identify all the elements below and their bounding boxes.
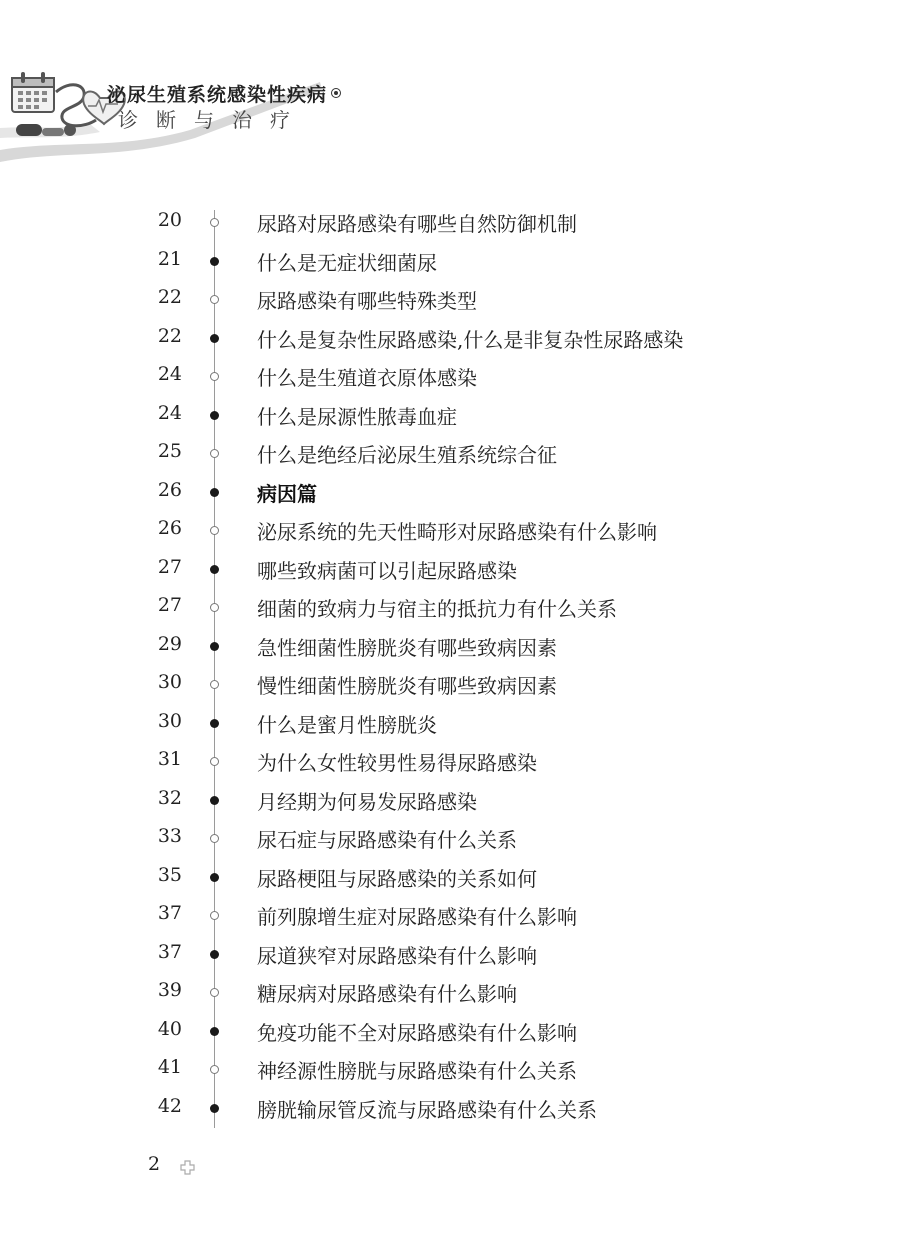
timeline-dot-hollow-icon [210, 449, 219, 458]
toc-entry-title: 尿路对尿路感染有哪些自然防御机制 [257, 212, 577, 236]
toc-page-number: 39 [157, 979, 182, 1001]
toc-entry [0, 434, 900, 473]
toc-entry [0, 665, 900, 704]
timeline-dot-hollow-icon [210, 757, 219, 766]
timeline-dot-hollow-icon [210, 911, 219, 920]
toc-entry-title: 糖尿病对尿路感染有什么影响 [257, 982, 517, 1006]
toc-entry-title: 急性细菌性膀胱炎有哪些致病因素 [257, 635, 557, 660]
toc-page-number: 26 [157, 517, 182, 539]
toc-section-heading: 病因篇 [257, 481, 317, 506]
timeline-dot-filled-icon [210, 796, 219, 805]
toc-page-number: 30 [157, 709, 182, 732]
toc-entry-title: 慢性细菌性膀胱炎有哪些致病因素 [257, 674, 557, 698]
toc-page-number: 37 [157, 940, 182, 963]
toc-page-number: 32 [157, 786, 182, 809]
toc-entry-title: 免疫功能不全对尿路感染有什么影响 [257, 1020, 577, 1045]
toc-page-number: 30 [157, 671, 182, 693]
toc-entry-title: 尿路梗阻与尿路感染的关系如何 [257, 866, 537, 891]
toc-entry-title: 尿道狭窄对尿路感染有什么影响 [257, 943, 537, 968]
toc-entry-title: 什么是生殖道衣原体感染 [257, 366, 477, 390]
toc-entry-title: 前列腺增生症对尿路感染有什么影响 [257, 905, 577, 929]
toc-entry-title: 月经期为何易发尿路感染 [257, 789, 477, 814]
toc-entry [0, 1089, 900, 1128]
toc-entry [0, 935, 900, 974]
page-footer [148, 1153, 160, 1175]
toc-entry [0, 319, 900, 358]
plus-outline-icon [180, 1160, 195, 1175]
timeline-dot-hollow-icon [210, 526, 219, 535]
title-mark-icon [331, 88, 341, 98]
toc-entry [0, 511, 900, 550]
toc-entry-title: 尿石症与尿路感染有什么关系 [257, 828, 517, 852]
toc-page-number: 24 [157, 363, 182, 385]
timeline-dot-hollow-icon [210, 295, 219, 304]
toc-entry [0, 742, 900, 781]
toc-entry-title: 什么是尿源性脓毒血症 [257, 404, 457, 429]
page-header [0, 0, 900, 170]
toc-entry-title: 什么是蜜月性膀胱炎 [257, 712, 437, 737]
timeline-dot-hollow-icon [210, 218, 219, 227]
timeline-dot-filled-icon [210, 950, 219, 959]
toc-entry-title: 神经源性膀胱与尿路感染有什么关系 [257, 1059, 577, 1083]
toc-page-number: 25 [157, 440, 182, 462]
toc-entry [0, 1050, 900, 1089]
toc-page-number: 41 [157, 1056, 182, 1078]
timeline-dot-filled-icon [210, 719, 219, 728]
timeline-dot-hollow-icon [210, 834, 219, 843]
toc-entry [0, 896, 900, 935]
table-of-contents [0, 203, 900, 1127]
toc-entry-title: 为什么女性较男性易得尿路感染 [257, 751, 537, 775]
timeline-dot-filled-icon [210, 334, 219, 343]
toc-entry [0, 473, 900, 512]
toc-entry-title: 膀胱输尿管反流与尿路感染有什么关系 [257, 1097, 597, 1122]
toc-page-number: 42 [157, 1094, 182, 1117]
timeline-dot-filled-icon [210, 565, 219, 574]
toc-page-number: 29 [157, 632, 182, 655]
timeline-dot-filled-icon [210, 1027, 219, 1036]
toc-entry [0, 588, 900, 627]
toc-page-number: 22 [157, 286, 182, 308]
timeline-dot-filled-icon [210, 642, 219, 651]
toc-page-number: 40 [157, 1017, 182, 1040]
toc-entry [0, 858, 900, 897]
timeline-dot-filled-icon [210, 257, 219, 266]
book-title-text: 泌尿生殖系统感染性疾病 [107, 84, 328, 106]
toc-entry [0, 1012, 900, 1051]
toc-entry [0, 627, 900, 666]
toc-page-number: 20 [157, 209, 182, 231]
toc-page-number: 26 [157, 478, 182, 501]
timeline-dot-hollow-icon [210, 1065, 219, 1074]
toc-page-number: 27 [157, 555, 182, 578]
toc-entry [0, 973, 900, 1012]
toc-entry-title: 泌尿系统的先天性畸形对尿路感染有什么影响 [257, 520, 657, 544]
toc-page-number: 33 [157, 825, 182, 847]
toc-page-number: 35 [157, 863, 182, 886]
toc-entry [0, 550, 900, 589]
toc-entry [0, 704, 900, 743]
book-title [107, 80, 341, 107]
toc-entry-title: 什么是无症状细菌尿 [257, 250, 437, 275]
toc-entry [0, 280, 900, 319]
toc-entry-title: 什么是复杂性尿路感染,什么是非复杂性尿路感染 [257, 327, 684, 352]
toc-entry-title: 哪些致病菌可以引起尿路感染 [257, 558, 517, 583]
page-number: 2 [148, 1153, 161, 1175]
timeline-dot-hollow-icon [210, 603, 219, 612]
timeline-dot-filled-icon [210, 1104, 219, 1113]
toc-page-number: 22 [157, 324, 182, 347]
toc-page-number: 31 [157, 748, 182, 770]
toc-entry [0, 781, 900, 820]
timeline-dot-hollow-icon [210, 372, 219, 381]
toc-page-number: 37 [157, 902, 182, 924]
toc-page-number: 27 [157, 594, 182, 616]
toc-entry-title: 什么是绝经后泌尿生殖系统综合征 [257, 443, 557, 467]
toc-entry-title: 细菌的致病力与宿主的抵抗力有什么关系 [257, 597, 617, 621]
timeline-dot-hollow-icon [210, 988, 219, 997]
toc-entry [0, 396, 900, 435]
toc-page-number: 21 [157, 247, 182, 270]
timeline-dot-filled-icon [210, 411, 219, 420]
book-subtitle: 诊断与治疗 [118, 108, 308, 132]
toc-entry-title: 尿路感染有哪些特殊类型 [257, 289, 477, 313]
timeline-dot-filled-icon [210, 488, 219, 497]
toc-entry [0, 357, 900, 396]
toc-entry [0, 242, 900, 281]
timeline-dot-filled-icon [210, 873, 219, 882]
toc-entry [0, 203, 900, 242]
toc-page-number: 24 [157, 401, 182, 424]
toc-entry [0, 819, 900, 858]
timeline-dot-hollow-icon [210, 680, 219, 689]
